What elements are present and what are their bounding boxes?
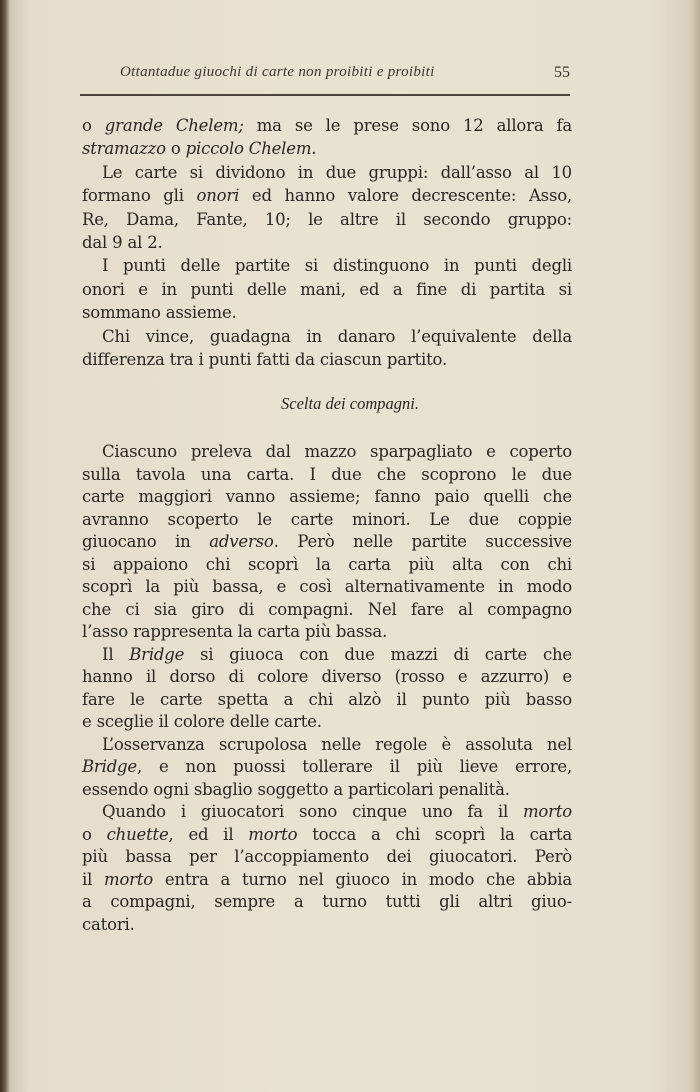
italic-text: Bridge bbox=[82, 757, 137, 776]
text-segment: o bbox=[165, 139, 186, 159]
italic-text: morto bbox=[522, 802, 572, 821]
text-segment: carte maggiori vanno assieme; fanno paio quelli che bbox=[82, 487, 572, 506]
text-segment: si giuoca con due mazzi di carte che bbox=[184, 644, 572, 664]
text-segment: o bbox=[82, 116, 105, 135]
text-line bbox=[82, 209, 572, 231]
text-line bbox=[102, 441, 572, 463]
text-segment: Re, Dama, Fante, 10; le altre il secondo gruppo: bbox=[82, 209, 572, 229]
text-segment: formano gli bbox=[82, 186, 197, 206]
text-line bbox=[102, 162, 572, 184]
text-line bbox=[82, 711, 572, 733]
text-line bbox=[82, 869, 572, 891]
italic-text: grande Chelem; bbox=[104, 116, 244, 135]
text-line bbox=[82, 599, 572, 621]
text-segment: scoprì la più bassa, e così alternativamente in modo bbox=[82, 577, 572, 596]
text-line bbox=[82, 185, 572, 207]
italic-text: piccolo Chelem. bbox=[185, 139, 317, 159]
running-title: Ottantadue giuochi di carte non proibiti e proibiti bbox=[120, 64, 435, 80]
italic-text: morto bbox=[248, 824, 298, 844]
text-segment: I punti delle partite si distinguono in punti degli bbox=[102, 256, 572, 276]
text-segment: Chi vince, guadagna in danaro l’equivalente della bbox=[102, 326, 572, 346]
text-segment: ed hanno valore decrescente: Asso, bbox=[239, 186, 572, 206]
text-segment: il bbox=[82, 869, 104, 889]
text-line bbox=[82, 531, 572, 553]
text-line bbox=[102, 644, 572, 666]
text-line bbox=[82, 509, 572, 531]
text-line bbox=[82, 689, 572, 711]
text-line bbox=[82, 138, 572, 160]
text-segment: . Però nelle partite successive bbox=[273, 532, 572, 551]
text-segment: entra a turno nel giuoco in modo che abbia bbox=[153, 869, 573, 889]
text-line bbox=[82, 824, 572, 846]
text-line bbox=[82, 464, 572, 486]
italic-text: Bridge bbox=[129, 644, 185, 664]
text-line bbox=[82, 621, 572, 643]
text-segment: giuocano in bbox=[82, 532, 210, 551]
italic-text: adverso bbox=[209, 532, 274, 551]
text-segment: differenza tra i punti fatti da ciascun partito. bbox=[82, 350, 448, 369]
text-segment: sulla tavola una carta. I due che scoprono le due bbox=[82, 464, 572, 484]
italic-text: stramazzo bbox=[82, 139, 166, 159]
text-line bbox=[82, 279, 572, 301]
text-line bbox=[82, 779, 572, 801]
text-line bbox=[82, 891, 572, 913]
text-segment: Le carte si dividono in due gruppi: dall’asso al 10 bbox=[102, 162, 572, 182]
text-segment: sommano assieme. bbox=[82, 303, 237, 323]
text-segment: onori e in punti delle mani, ed a fine di partita si bbox=[82, 279, 572, 299]
text-segment: hanno il dorso di colore diverso (rosso e azzurro) e bbox=[82, 667, 572, 686]
text-segment: si appaiono chi scoprì la carta più alta con chi bbox=[82, 554, 572, 574]
text-segment: L’osservanza scrupolosa nelle regole è assoluta nel bbox=[102, 734, 572, 754]
text-line bbox=[82, 846, 572, 868]
text-segment: e sceglie il colore delle carte. bbox=[82, 712, 322, 731]
text-segment: dal 9 al 2. bbox=[82, 233, 163, 252]
text-segment: o bbox=[82, 824, 107, 844]
text-segment: Quando i giuocatori sono cinque uno fa il bbox=[102, 802, 523, 821]
text-line bbox=[102, 326, 572, 348]
text-line bbox=[102, 255, 572, 277]
italic-text: onori bbox=[196, 186, 240, 206]
text-line bbox=[82, 576, 572, 598]
text-segment: tocca a chi scoprì la carta bbox=[297, 824, 573, 844]
text-line bbox=[82, 554, 572, 576]
page-number: 55 bbox=[554, 64, 570, 81]
header-rule bbox=[80, 94, 570, 96]
text-segment: ma se le prese sono 12 allora fa bbox=[243, 116, 573, 135]
text-line bbox=[102, 801, 572, 823]
text-line bbox=[82, 232, 572, 254]
text-line bbox=[82, 756, 572, 778]
text-segment: Ciascuno preleva dal mazzo sparpagliato e coperto bbox=[102, 442, 572, 461]
text-line bbox=[82, 666, 572, 688]
text-segment: più bassa per l’accoppiamento dei giuocatori. Però bbox=[82, 847, 572, 866]
text-line bbox=[82, 302, 572, 324]
text-segment: fare le carte spetta a chi alzò il punto più basso bbox=[82, 689, 572, 709]
section-heading: Scelta dei compagni. bbox=[281, 394, 419, 413]
text-line bbox=[82, 349, 572, 371]
text-segment: avranno scoperto le carte minori. Le due coppie bbox=[82, 509, 572, 529]
italic-text: chuette bbox=[106, 824, 169, 844]
text-line bbox=[82, 914, 572, 936]
text-segment: l’asso rappresenta la carta più bassa. bbox=[82, 622, 388, 641]
italic-text: morto bbox=[104, 869, 154, 889]
text-segment: a compagni, sempre a turno tutti gli altri giuo- bbox=[82, 892, 572, 911]
text-line bbox=[102, 734, 572, 756]
text-segment: , ed il bbox=[168, 824, 249, 844]
running-header bbox=[80, 62, 570, 92]
text-segment: che ci sia giro di compagni. Nel fare al compagno bbox=[82, 599, 572, 619]
text-line bbox=[82, 486, 572, 508]
text-segment: catori. bbox=[82, 914, 135, 934]
text-segment: , e non puossi tollerare il più lieve errore, bbox=[136, 757, 572, 776]
text-line bbox=[82, 115, 572, 137]
text-segment: Il bbox=[102, 644, 130, 664]
text-segment: essendo ogni sbaglio soggetto a particolari penalità. bbox=[82, 779, 510, 799]
